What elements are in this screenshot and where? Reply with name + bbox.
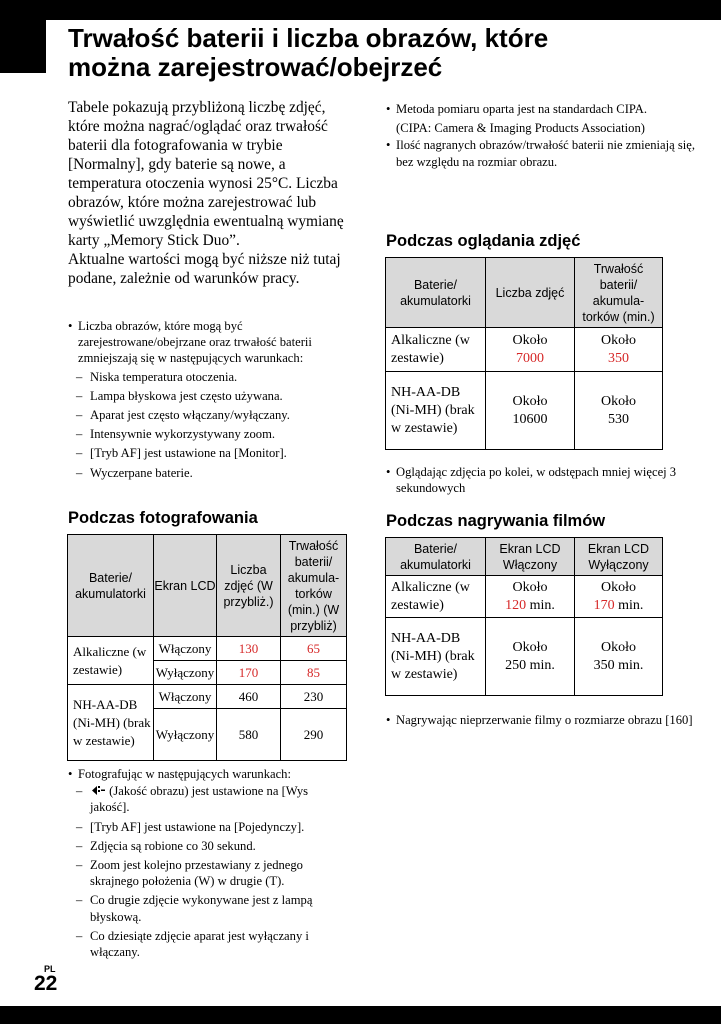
image-quality-icon <box>90 784 106 795</box>
alk-count-cell: Około 7000 <box>486 328 575 372</box>
table-row <box>386 328 663 372</box>
nimh-off-count: 580 <box>217 709 281 761</box>
intro-paragraph-1: Tabele pokazują przybliżoną liczbę zdjęć, które można nagrać/oglądać oraz trwałość baterii dla fotografowania w trybie [Normalny], gdy baterie są nowe, a temperatura otoczenia wynosi 25°C. Liczba obrazów, które można zarejestrować lub wyświetlić uwzględnia ewentualną wymianę karty „Memory Stick Duo”. <box>68 99 344 249</box>
row-label-alkaline: Alkaliczne (w zestawie) <box>68 637 154 685</box>
row-label-nimh: NH-AA-DB (Ni-MH) (brak w zestawie) <box>386 372 486 450</box>
shooting-conditions-bullet: • Fotografując w następujących warunkach: <box>68 766 350 782</box>
alk-on-cell: Około 120 min. <box>486 576 575 618</box>
col-header-life: Trwałość baterii/ akumula-torków (min.) (W przybliż) <box>281 535 347 637</box>
lcd-off-cell: Wyłączony <box>154 709 217 761</box>
table-row <box>386 538 663 576</box>
list-item: • Metoda pomiaru oparta jest na standardach CIPA. (CIPA: Camera & Imaging Products Association) <box>386 101 696 136</box>
col-header-lcd: Ekran LCD <box>154 535 217 637</box>
table-row <box>386 258 663 328</box>
lcd-off-cell: Wyłączony <box>154 661 217 685</box>
lcd-on-cell: Włączony <box>154 685 217 709</box>
viewing-note <box>386 464 696 497</box>
shooting-table <box>67 534 347 761</box>
col-header-count: Liczba zdjęć (W przybliż.) <box>217 535 281 637</box>
viewing-heading: Podczas oglądania zdjęć <box>386 232 581 250</box>
list-item: – Co drugie zdjęcie wykonywane jest z lampą błyskową. <box>68 892 350 924</box>
table-row <box>68 535 347 637</box>
col-header-lcd-on: Ekran LCD Włączony <box>486 538 575 576</box>
row-label-nimh: NH-AA-DB (Ni-MH) (brak w zestawie) <box>68 685 154 761</box>
col-header-lcd-off: Ekran LCD Wyłączony <box>575 538 663 576</box>
nimh-on-life: 230 <box>281 685 347 709</box>
intro-text <box>68 98 350 288</box>
movie-table <box>385 537 663 696</box>
bottom-black-bar <box>0 1006 721 1024</box>
list-item: – Zoom jest kolejno przestawiany z jednego skrajnego położenia (W) w drugie (T). <box>68 857 350 889</box>
viewing-table <box>385 257 663 450</box>
col-header-count: Liczba zdjęć <box>486 258 575 328</box>
table-row <box>386 372 663 450</box>
nimh-life-cell: Około 530 <box>575 372 663 450</box>
col-header-batteries: Baterie/ akumulatorki <box>386 538 486 576</box>
list-item: – Lampa błyskowa jest często używana. <box>68 388 348 404</box>
row-label-nimh: NH-AA-DB (Ni-MH) (brak w zestawie) <box>386 618 486 696</box>
nimh-count-cell: Około 10600 <box>486 372 575 450</box>
shooting-heading: Podczas fotografowania <box>68 509 258 527</box>
conditions-list <box>68 318 348 484</box>
col-header-batteries: Baterie/ akumulatorki <box>386 258 486 328</box>
alk-life-cell: Około 350 <box>575 328 663 372</box>
list-item: – [Tryb AF] jest ustawione na [Pojedynczy]. <box>68 819 350 835</box>
page-number: 22 <box>34 972 58 995</box>
table-row <box>68 637 347 661</box>
table-row <box>386 576 663 618</box>
title-line-1: Trwałość baterii i liczba obrazów, które <box>68 23 549 53</box>
side-black-tab <box>0 0 46 73</box>
nimh-on-count: 460 <box>217 685 281 709</box>
list-item: – Zdjęcia są robione co 30 sekund. <box>68 838 350 854</box>
nimh-off-life: 290 <box>281 709 347 761</box>
row-label-alkaline: Alkaliczne (w zestawie) <box>386 576 486 618</box>
table-row <box>386 618 663 696</box>
table-row <box>68 685 347 709</box>
conditions-bullet: • Liczba obrazów, które mogą być zarejestrowane/obejrzane oraz trwałość baterii zmniejszają się w następujących warunkach: <box>68 318 348 367</box>
alk-off-count: 170 <box>217 661 281 685</box>
list-item: – Aparat jest często włączany/wyłączany. <box>68 407 348 423</box>
list-item: – (Jakość obrazu) jest ustawione na [Wys jakość]. <box>68 783 350 815</box>
page-title <box>68 24 708 82</box>
list-item: – [Tryb AF] jest ustawione na [Monitor]. <box>68 445 348 461</box>
nimh-off-cell: Około 350 min. <box>575 618 663 696</box>
alk-off-cell: Około 170 min. <box>575 576 663 618</box>
list-item: • Ilość nagranych obrazów/trwałość baterii nie zmieniają się, bez względu na rozmiar obrazu. <box>386 137 696 169</box>
list-item: – Co dziesiąte zdjęcie aparat jest wyłączany i włączany. <box>68 928 350 960</box>
title-line-2: można zarejestrować/obejrzeć <box>68 52 443 82</box>
list-item: – Niska temperatura otoczenia. <box>68 369 348 385</box>
movie-note <box>386 712 696 729</box>
col-header-life: Trwałość baterii/ akumula-torków (min.) <box>575 258 663 328</box>
alk-on-life: 65 <box>281 637 347 661</box>
list-item: – Wyczerpane baterie. <box>68 465 348 481</box>
top-black-bar <box>0 0 721 20</box>
row-label-alkaline: Alkaliczne (w zestawie) <box>386 328 486 372</box>
shooting-conditions <box>68 766 350 963</box>
intro-paragraph-2: Aktualne wartości mogą być niższe niż tutaj podane, zależnie od warunków pracy. <box>68 251 341 287</box>
alk-on-count: 130 <box>217 637 281 661</box>
list-item: • Nagrywając nieprzerwanie filmy o rozmiarze obrazu [160] <box>386 712 696 728</box>
lcd-on-cell: Włączony <box>154 637 217 661</box>
cipa-notes <box>386 101 696 171</box>
nimh-on-cell: Około 250 min. <box>486 618 575 696</box>
list-item: • Oglądając zdjęcia po kolei, w odstępach mniej więcej 3 sekundowych <box>386 464 696 496</box>
language-code: PL <box>44 964 56 974</box>
list-item: – Intensywnie wykorzystywany zoom. <box>68 426 348 442</box>
alk-off-life: 85 <box>281 661 347 685</box>
movie-heading: Podczas nagrywania filmów <box>386 512 606 530</box>
col-header-batteries: Baterie/ akumulatorki <box>68 535 154 637</box>
